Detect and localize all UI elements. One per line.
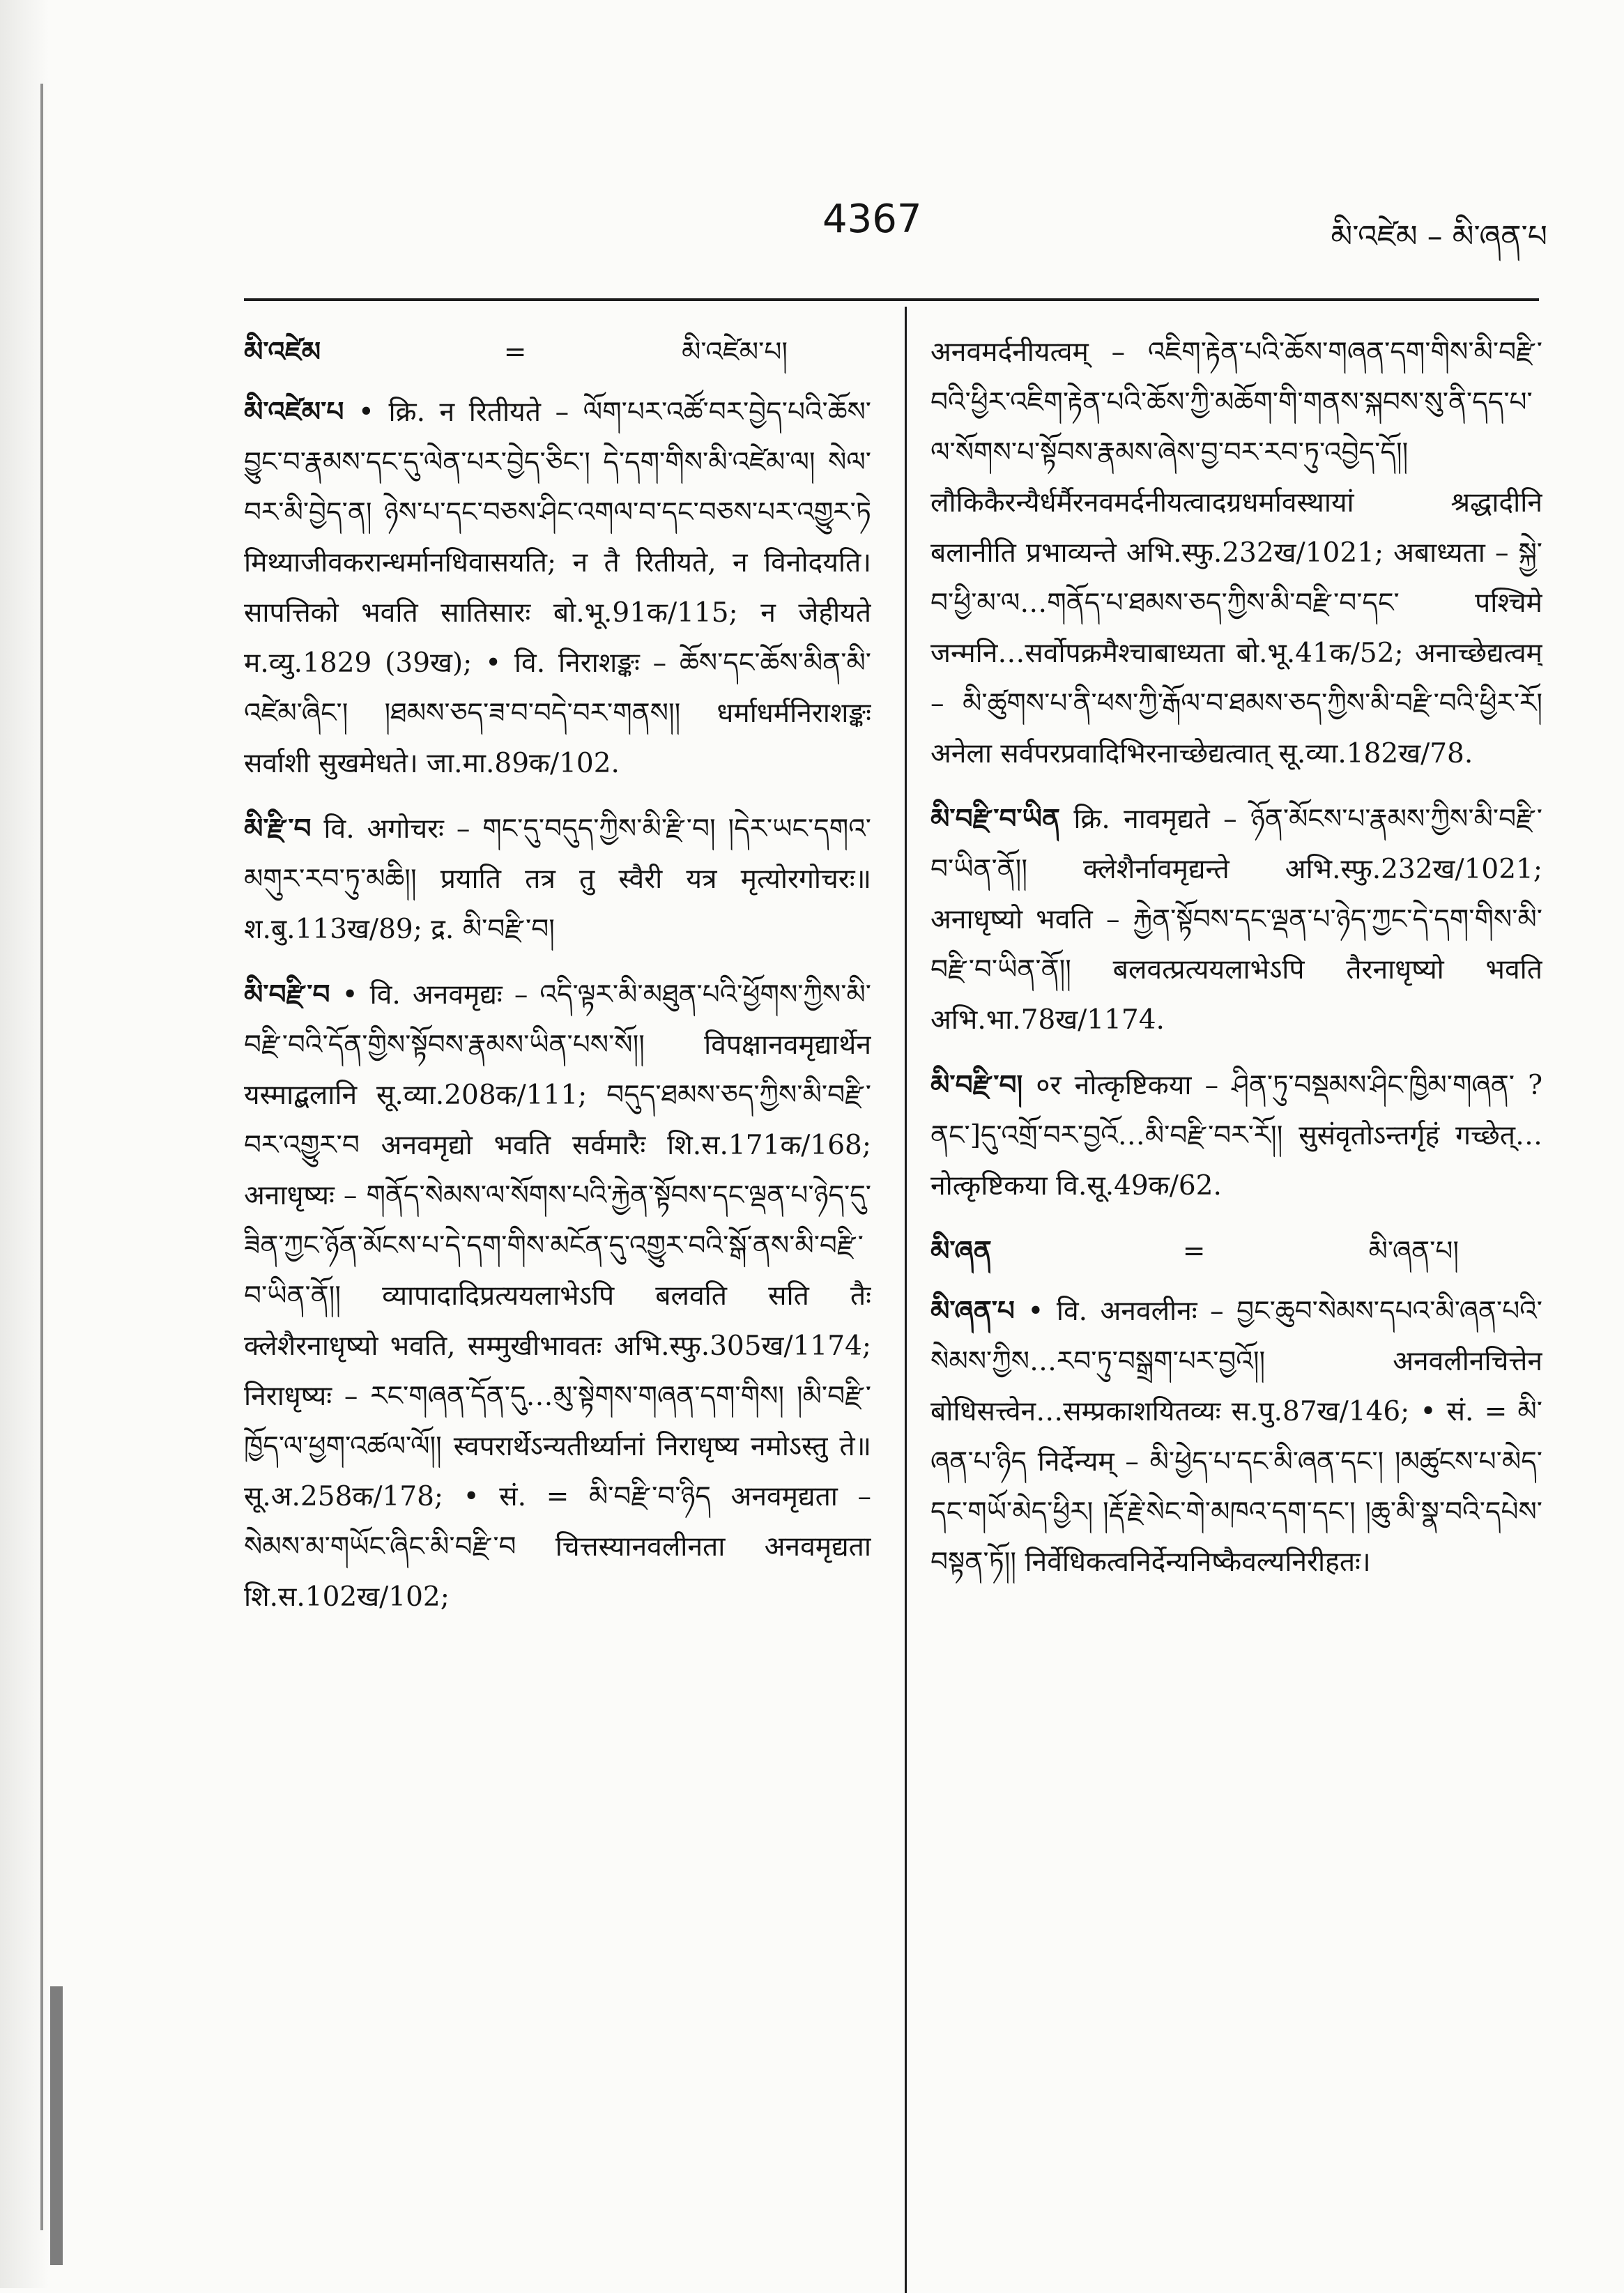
right-column: [930, 328, 1542, 2265]
dictionary-entry: [244, 970, 871, 1623]
entry-headword: མི་འཛེམ: [244, 337, 321, 368]
equals-sign: =: [1182, 1236, 1206, 1267]
entry-text: क्रि. नावमृद्यते – ཉོན་མོངས་པ་རྣམས་ཀྱིས་མི་བརྫི་བ་ཡིན་ནོ།། क्लेशैर्नावमृद्यन्ते अभि.स्फु.232ख/1021; अनाधृष्यो भवति – རྐྱེན་སྟོབས་དང་ལྡན་པ་ཉེད་ཀྱང་དེ་དག་གིས་མི་བརྫི་བ་ཡིན་ནོ།། बलवत्प्रत्ययलाभेऽपि तैरनाधृष्यो भवति अभि.भा.78ख/1174.: [930, 804, 1542, 1036]
running-head: མི་འཛེམ – མི་ཞན་པ: [1331, 219, 1547, 254]
scan-binding-shadow: [50, 1986, 63, 2265]
entry-headword: མི་རྫི་བ: [244, 813, 312, 845]
page-number: 4367: [822, 197, 922, 242]
crossref-target: མི་འཛེམ་པ།: [682, 337, 788, 368]
dictionary-entry: [930, 1061, 1542, 1211]
left-column: [244, 328, 871, 2265]
crossref-entry: [244, 328, 871, 378]
dictionary-entry: [244, 804, 871, 955]
dictionary-entry: [244, 388, 871, 789]
entry-headword: མི་བརྫི་བ: [244, 979, 330, 1011]
header-rule: [244, 298, 1539, 301]
entry-headword: མི་ཞན: [930, 1236, 992, 1267]
entry-text: वि. अगोचरः – གང་དུ་བདུད་ཀྱིས་མི་རྫི་བ། །དེར་ཡང་དགའ་མགུར་རབ་ཏུ་མཆི།། प्रयाति तत्र तु स्वैरी यत्र मृत्योरगोचरः॥ श.बु.113ख/89; द्र. མི་བརྫི་བ།: [244, 813, 871, 945]
entry-text: अनवमर्दनीयत्वम् – འཇིག་རྟེན་པའི་ཆོས་གཞན་དག་གིས་མི་བརྫི་བའི་ཕྱིར་འཇིག་རྟེན་པའི་ཆོས་ཀྱི་མཆོག་གི་གནས་སྐབས་སུ་ནི་དད་པ་ལ་སོགས་པ་སྟོབས་རྣམས་ཞེས་བྱ་བར་རབ་ཏུ་འབྱེད་དོ།། लौकिकैरन्यैर्धर्मैरनवमर्दनीयत्वादग्रधर्मावस्थायां श्रद्धादीनि बलानीति प्रभाव्यन्ते अभि.स्फु.232ख/1021; अबाध्यता – སྐྱེ་བ་ཕྱི་མ་ལ…གནོད་པ་ཐམས་ཅད་ཀྱིས་མི་བརྫི་བ་དང་ पश्चिमे जन्मनि…सर्वोपक्रमैश्चाबाध्यता बो.भू.41क/52; अनाच्छेद्यत्वम् – མི་ཚུགས་པ་ནི་ཕས་ཀྱི་རྒོལ་བ་ཐམས་ཅད་ཀྱིས་མི་བརྫི་བའི་ཕྱིར་རོ། अनेला सर्वपरप्रवादिभिरनाच्छेद्यत्वात् सू.व्या.182ख/78.: [930, 337, 1542, 769]
crossref-entry: [930, 1227, 1542, 1277]
equals-sign: =: [503, 337, 527, 368]
entry-headword: མི་ཞན་པ: [930, 1296, 1015, 1327]
column-divider: [905, 307, 907, 2293]
dictionary-entry: [930, 795, 1542, 1045]
scan-binding-line: [40, 84, 43, 2230]
entry-headword: མི་བརྫི་བ།: [930, 1070, 1023, 1101]
entry-text: ०र नोत्कृष्टिकया – ཤིན་ཏུ་བསྡམས་ཤིང་ཁྱིམ་གཞན་ ? ནང་]དུ་འགྲོ་བར་བྱའོ…མི་བརྫི་བར་རོ།། सुसंवृतोऽन्तर्गृहं गच्छेत्…नोत्कृष्टिकया वि.सू.49क/62.: [930, 1070, 1542, 1202]
entry-text: • वि. अनवमृद्यः – འདི་ལྟར་མི་མཐུན་པའི་ཕྱོགས་ཀྱིས་མི་བརྫི་བའི་དོན་གྱིས་སྟོབས་རྣམས་ཡིན་པས་སོ།། विपक्षानवमृद्यार्थेन यस्माद्बलानि सू.व्या.208क/111; བདུད་ཐམས་ཅད་ཀྱིས་མི་བརྫི་བར་འགྱུར་བ अनवमृद्यो भवति सर्वमारैः शि.स.171क/168; अनाधृष्यः – གནོད་སེམས་ལ་སོགས་པའི་རྐྱེན་སྟོབས་དང་ལྡན་པ་ཉེད་དུ་ཟིན་ཀྱང་ཉོན་མོངས་པ་དེ་དག་གིས་མངོན་དུ་འགྱུར་བའི་སྒོ་ནས་མི་བརྫི་བ་ཡིན་ནོ།། व्यापादादिप्रत्ययलाभेऽपि बलवति सति तैः क्लेशैरनाधृष्यो भवति, सम्मुखीभावतः अभि.स्फु.305ख/1174; निराधृष्यः – རང་གཞན་དོན་དུ…མུ་སྟེགས་གཞན་དག་གིས། །མི་བརྫི་ཁྱོད་ལ་ཕྱག་འཚལ་ལོ།། स्वपरार्थेऽन्यतीर्थ्यानां निराधृष्य नमोऽस्तु ते॥ सू.अ.258क/178; • सं. = མི་བརྫི་བ་ཉིད अनवमृद्यता – སེམས་མ་གཡོང་ཞིང་མི་བརྫི་བ चित्तस्यानवलीनता अनवमृद्यता शि.स.102ख/102;: [244, 979, 871, 1613]
entry-headword: མི་བརྫི་བ་ཡིན: [930, 804, 1060, 835]
dictionary-entry: [930, 1287, 1542, 1588]
dictionary-entry-continuation: [930, 328, 1542, 779]
entry-text: • वि. अनवलीनः – བྱང་ཆུབ་སེམས་དཔའ་མི་ཞན་པའི་སེམས་ཀྱིས…རབ་ཏུ་བསྒྲག་པར་བྱའོ།། अनवलीनचित्तेन बोधिसत्त्वेन…सम्प्रकाशयितव्यः स.पु.87ख/146; • सं. = མི་ཞན་པ་ཉིད निर्देन्यम् – མི་ཕྱེད་པ་དང་མི་ཞན་དང་། །མཚུངས་པ་མེད་དང་གཡོ་མེད་ཕྱིར། །རྡོ་རྗེ་སེང་གེ་མཁའ་དག་དང་། །ཆུ་མི་སྣ་བའི་དཔེས་བསྟན་ཏོ།། निर्वेधिकत्वनिर्देन्यनिष्कैवल्यनिरीहतः।: [930, 1296, 1542, 1578]
entry-headword: མི་འཛེམ་པ: [244, 397, 344, 428]
entry-text: • क्रि. न रितीयते – ལོག་པར་འཚོ་བར་བྱེད་པའི་ཆོས་བྱུང་བ་རྣམས་དང་དུ་ལེན་པར་བྱེད་ཅིང་། དེ་དག་གིས་མི་འཛེམ་ལ། སེལ་བར་མི་བྱེད་ན། ཉེས་པ་དང་བཅས་ཤིང་འགལ་བ་དང་བཅས་པར་འགྱུར་ཏེ मिथ्याजीवकरान्धर्मानधिवासयति; न तै रितीयते, न विनोदयति। सापत्तिको भवति सातिसारः बो.भू.91क/115; न जेहीयते म.व्यु.1829 (39ख); • वि. निराशङ्कः – ཆོས་དང་ཆོས་མིན་མི་འཛེམ་ཞིང་། །ཐམས་ཅད་ཟ་བ་བདེ་བར་གནས།། धर्माधर्मनिराशङ्कः सर्वाशी सुखमेधते। जा.मा.89क/102.: [244, 397, 871, 779]
crossref-target: མི་ཞན་པ།: [1368, 1236, 1459, 1267]
